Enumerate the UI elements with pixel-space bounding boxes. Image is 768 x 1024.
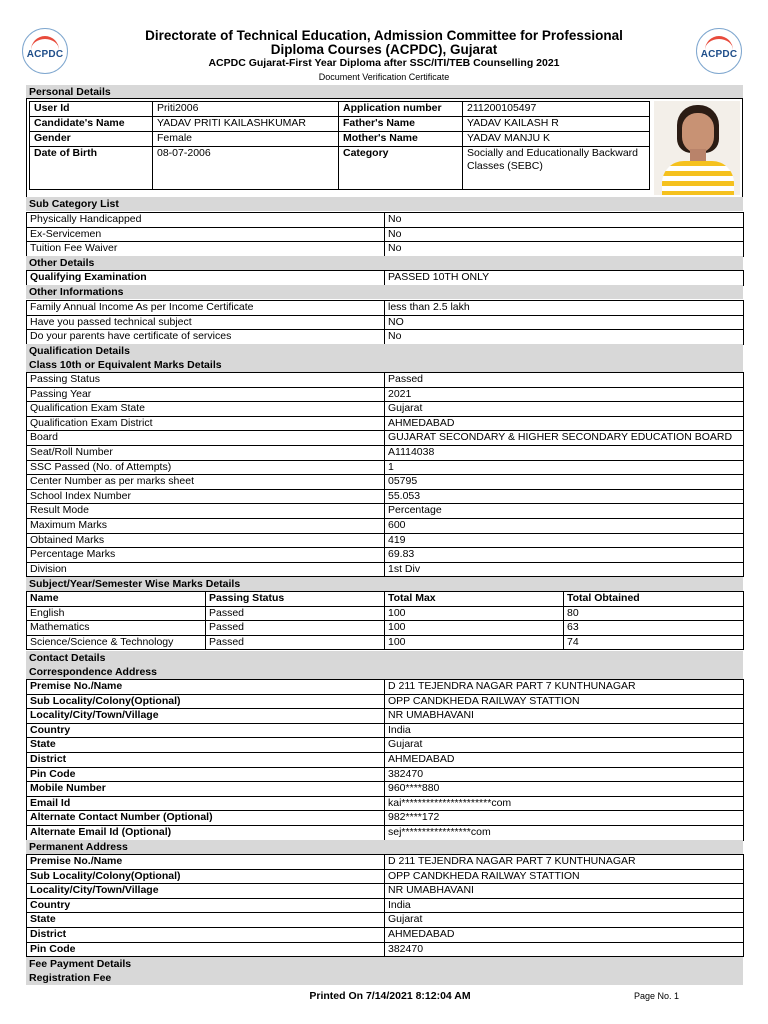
field-label: Alternate Contact Number (Optional) [27, 811, 385, 826]
subject-cell: 100 [385, 635, 564, 650]
section-fee-payment: Fee Payment Details [26, 957, 743, 971]
value: 211200105497 [463, 102, 650, 117]
field-value: 2021 [385, 387, 744, 402]
permanent-row [27, 898, 744, 913]
class10-row [27, 387, 744, 402]
correspondence-row [27, 811, 744, 826]
field-value: No [385, 330, 744, 345]
subject-cell: 63 [564, 621, 744, 636]
label: Application number [339, 102, 463, 117]
value: YADAV PRITI KAILASHKUMAR [153, 117, 339, 132]
field-label: Locality/City/Town/Village [27, 884, 385, 899]
field-value: OPP CANDKHEDA RAILWAY STATTION [385, 694, 744, 709]
sub-category-row [27, 213, 744, 228]
field-value: 960****880 [385, 782, 744, 797]
field-value: Gujarat [385, 402, 744, 417]
column-header-total-obtained: Total Obtained [564, 592, 744, 607]
correspondence-row [27, 796, 744, 811]
other-informations-row [27, 315, 744, 330]
subject-row [27, 621, 744, 636]
title-line-2: Diploma Courses (ACPDC), Gujarat [270, 42, 498, 57]
field-value: AHMEDABAD [385, 927, 744, 942]
label: Date of Birth [30, 147, 153, 190]
title-line-1: Directorate of Technical Education, Admission Committee for Professional [145, 28, 623, 43]
value: Socially and Educationally Backward Classes (SEBC) [463, 147, 650, 190]
subject-row [27, 635, 744, 650]
permanent-row [27, 884, 744, 899]
subject-cell: Passed [206, 606, 385, 621]
field-value: 55.053 [385, 489, 744, 504]
field-label: Mobile Number [27, 782, 385, 797]
field-value: 05795 [385, 475, 744, 490]
class10-row [27, 518, 744, 533]
field-label: Do your parents have certificate of services [27, 330, 385, 345]
class10-row [27, 533, 744, 548]
label: Gender [30, 132, 153, 147]
subject-cell: Passed [206, 635, 385, 650]
field-value: India [385, 723, 744, 738]
field-label: Obtained Marks [27, 533, 385, 548]
section-contact-details: Contact Details [26, 651, 743, 665]
field-value: Passed [385, 373, 744, 388]
class10-row [27, 489, 744, 504]
class10-row [27, 431, 744, 446]
section-qualification-details: Qualification Details [26, 344, 743, 358]
correspondence-row [27, 680, 744, 695]
field-label: Division [27, 562, 385, 577]
label: User Id [30, 102, 153, 117]
field-label: Locality/City/Town/Village [27, 709, 385, 724]
value: Female [153, 132, 339, 147]
field-label: Email Id [27, 796, 385, 811]
permanent-row [27, 855, 744, 870]
field-value: Gujarat [385, 913, 744, 928]
field-value: D 211 TEJENDRA NAGAR PART 7 KUNTHUNAGAR [385, 680, 744, 695]
field-label: Ex-Servicemen [27, 227, 385, 242]
field-value: NR UMABHAVANI [385, 709, 744, 724]
subject-cell: English [27, 606, 206, 621]
field-label: Passing Status [27, 373, 385, 388]
permanent-row [27, 927, 744, 942]
field-value: Gujarat [385, 738, 744, 753]
subject-cell: Science/Science & Technology [27, 635, 206, 650]
other-informations-table [26, 300, 744, 345]
field-label: Center Number as per marks sheet [27, 475, 385, 490]
field-label: Family Annual Income As per Income Certificate [27, 301, 385, 316]
class10-row [27, 416, 744, 431]
class10-row [27, 548, 744, 563]
personal-row [30, 117, 650, 132]
field-label: District [27, 752, 385, 767]
class10-row [27, 562, 744, 577]
subject-cell: 100 [385, 606, 564, 621]
sub-category-row [27, 242, 744, 257]
page-title [80, 29, 688, 57]
field-value: less than 2.5 lakh [385, 301, 744, 316]
sub-category-row [27, 227, 744, 242]
subject-cell: Passed [206, 621, 385, 636]
subject-row [27, 606, 744, 621]
field-value: Percentage [385, 504, 744, 519]
subject-cell: Mathematics [27, 621, 206, 636]
class10-marks-table [26, 372, 744, 577]
document-title: Document Verification Certificate [318, 72, 450, 82]
correspondence-row [27, 723, 744, 738]
field-label: State [27, 913, 385, 928]
field-value: No [385, 213, 744, 228]
section-sub-category: Sub Category List [26, 197, 743, 211]
field-value: D 211 TEJENDRA NAGAR PART 7 KUNTHUNAGAR [385, 855, 744, 870]
field-label: SSC Passed (No. of Attempts) [27, 460, 385, 475]
correspondence-row [27, 738, 744, 753]
field-label: Premise No./Name [27, 855, 385, 870]
field-value: GUJARAT SECONDARY & HIGHER SECONDARY EDUCATION BOARD [385, 431, 744, 446]
field-label: Country [27, 723, 385, 738]
section-subject-marks: Subject/Year/Semester Wise Marks Details [26, 577, 743, 591]
column-header-passing-status: Passing Status [206, 592, 385, 607]
section-other-informations: Other Informations [26, 285, 743, 299]
field-label: Premise No./Name [27, 680, 385, 695]
permanent-row [27, 942, 744, 957]
field-label: Qualification Exam District [27, 416, 385, 431]
field-value: 419 [385, 533, 744, 548]
field-value: 600 [385, 518, 744, 533]
class10-row [27, 475, 744, 490]
field-label: State [27, 738, 385, 753]
subject-marks-table [26, 591, 744, 650]
other-informations-row [27, 301, 744, 316]
candidate-photo [654, 101, 740, 195]
acpdc-logo-right: ACPDC [696, 28, 742, 74]
sub-category-table [26, 212, 744, 257]
correspondence-row [27, 782, 744, 797]
field-label: Pin Code [27, 942, 385, 957]
personal-row [30, 132, 650, 147]
field-value: AHMEDABAD [385, 752, 744, 767]
section-registration-fee: Registration Fee [26, 971, 743, 985]
field-label: Pin Code [27, 767, 385, 782]
section-correspondence-address: Correspondence Address [26, 665, 743, 679]
section-other-details: Other Details [26, 256, 743, 270]
field-label: Alternate Email Id (Optional) [27, 825, 385, 840]
section-permanent-address: Permanent Address [26, 840, 743, 854]
field-label: Qualifying Examination [27, 271, 385, 286]
value: YADAV KAILASH R [463, 117, 650, 132]
section-class10-marks: Class 10th or Equivalent Marks Details [26, 358, 743, 372]
label: Candidate's Name [30, 117, 153, 132]
field-label: District [27, 927, 385, 942]
field-value: 69.83 [385, 548, 744, 563]
field-label: Maximum Marks [27, 518, 385, 533]
field-value: A1114038 [385, 445, 744, 460]
correspondence-row [27, 825, 744, 840]
label: Mother's Name [339, 132, 463, 147]
other-informations-row [27, 330, 744, 345]
field-label: Seat/Roll Number [27, 445, 385, 460]
class10-row [27, 373, 744, 388]
field-value: No [385, 227, 744, 242]
permanent-row [27, 913, 744, 928]
label: Category [339, 147, 463, 190]
field-label: Board [27, 431, 385, 446]
field-value: No [385, 242, 744, 257]
field-value: 382470 [385, 942, 744, 957]
field-label: Result Mode [27, 504, 385, 519]
field-value: AHMEDABAD [385, 416, 744, 431]
correspondence-row [27, 709, 744, 724]
field-label: Physically Handicapped [27, 213, 385, 228]
section-personal-details: Personal Details [26, 85, 743, 99]
column-header-name: Name [27, 592, 206, 607]
class10-row [27, 445, 744, 460]
field-value: sej*****************com [385, 825, 744, 840]
label: Father's Name [339, 117, 463, 132]
other-details-row [27, 271, 744, 286]
printed-on: Printed On 7/14/2021 8:12:04 AM [309, 990, 471, 1002]
class10-row [27, 504, 744, 519]
field-label: Tuition Fee Waiver [27, 242, 385, 257]
other-details-table [26, 270, 744, 286]
correspondence-address-table [26, 679, 744, 841]
page-subtitle: ACPDC Gujarat-First Year Diploma after SSC/ITI/TEB Counselling 2021 [208, 57, 560, 69]
field-label: Have you passed technical subject [27, 315, 385, 330]
field-value: OPP CANDKHEDA RAILWAY STATTION [385, 869, 744, 884]
field-value: PASSED 10TH ONLY [385, 271, 744, 286]
field-label: Qualification Exam State [27, 402, 385, 417]
field-value: 382470 [385, 767, 744, 782]
column-header-total-max: Total Max [385, 592, 564, 607]
value: 08-07-2006 [153, 147, 339, 190]
field-label: Percentage Marks [27, 548, 385, 563]
personal-row [30, 102, 650, 117]
page-number: Page No. 1 [634, 991, 680, 1001]
subject-cell: 80 [564, 606, 744, 621]
field-label: School Index Number [27, 489, 385, 504]
field-value: 1 [385, 460, 744, 475]
field-label: Sub Locality/Colony(Optional) [27, 869, 385, 884]
correspondence-row [27, 767, 744, 782]
permanent-address-table [26, 854, 744, 957]
personal-details-table [29, 101, 650, 190]
field-value: kai**********************com [385, 796, 744, 811]
field-label: Sub Locality/Colony(Optional) [27, 694, 385, 709]
subject-header-row [27, 592, 744, 607]
field-value: NR UMABHAVANI [385, 884, 744, 899]
permanent-row [27, 869, 744, 884]
acpdc-logo-left: ACPDC [22, 28, 68, 74]
subject-cell: 74 [564, 635, 744, 650]
value: Priti2006 [153, 102, 339, 117]
field-label: Country [27, 898, 385, 913]
correspondence-row [27, 694, 744, 709]
personal-row [30, 147, 650, 190]
class10-row [27, 402, 744, 417]
class10-row [27, 460, 744, 475]
value: YADAV MANJU K [463, 132, 650, 147]
field-value: 1st Div [385, 562, 744, 577]
field-value: 982****172 [385, 811, 744, 826]
field-value: India [385, 898, 744, 913]
correspondence-row [27, 752, 744, 767]
field-value: NO [385, 315, 744, 330]
subject-cell: 100 [385, 621, 564, 636]
field-label: Passing Year [27, 387, 385, 402]
